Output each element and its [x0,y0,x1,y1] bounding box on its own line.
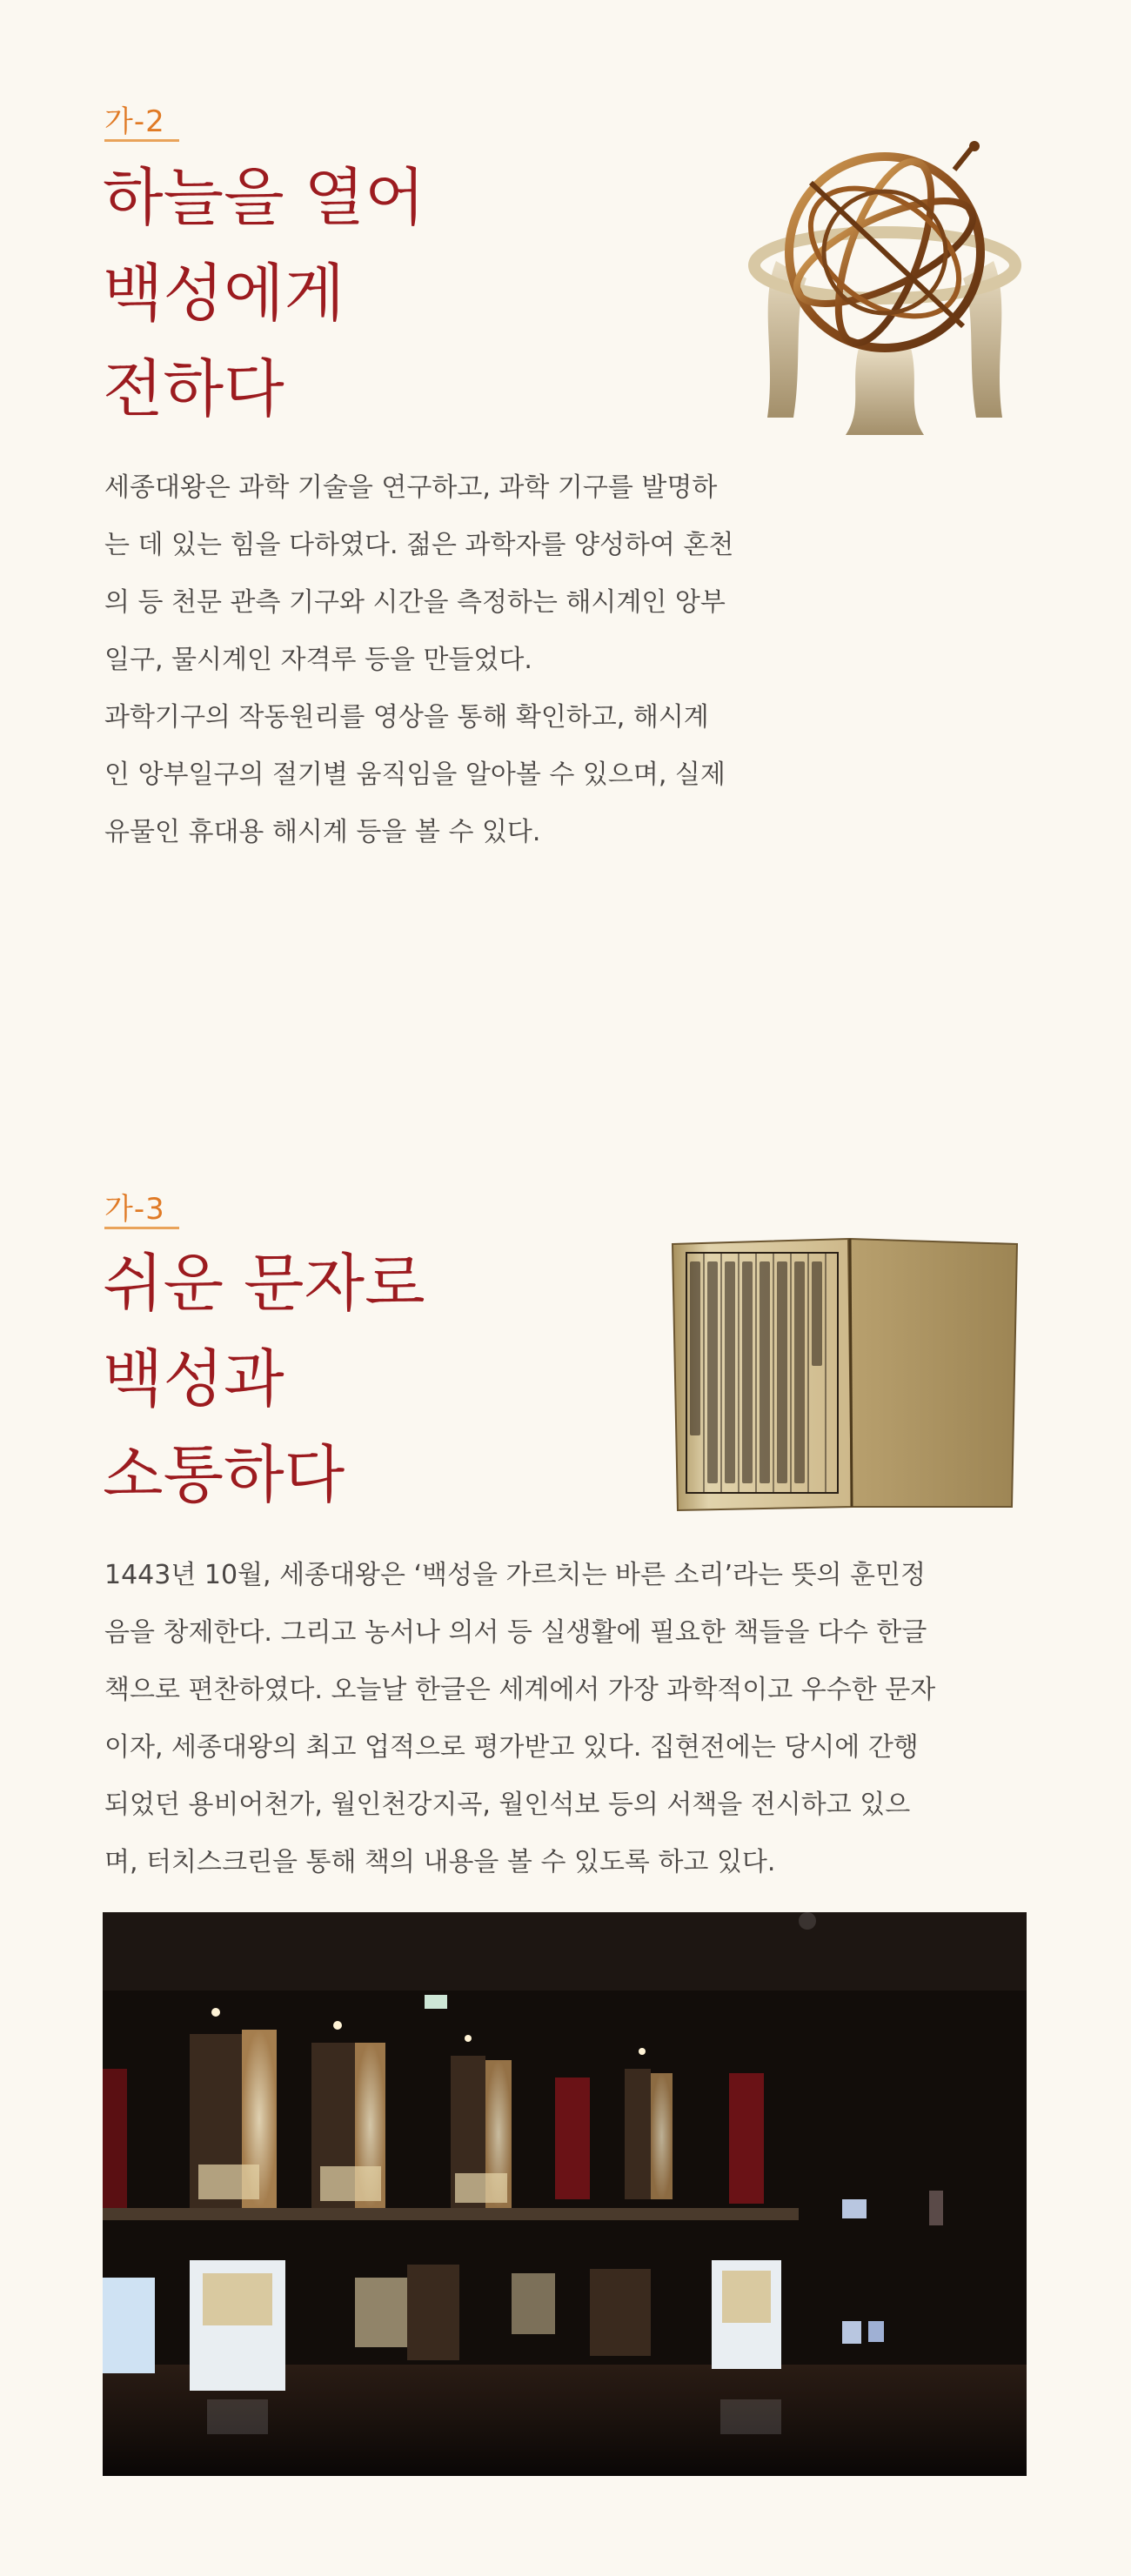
body-line: 되었던 용비어천가, 월인천강지곡, 월인석보 등의 서책을 전시하고 있으 [104,1790,911,1820]
section-title-a3 [103,1235,425,1522]
title-line: 전하다 [103,352,284,425]
exhibition-hall-photo [103,1912,1027,2476]
body-line: 음을 창제한다. 그리고 농서나 의서 등 실생활에 필요한 책들을 다수 한글 [104,1617,927,1648]
section-body-a2 [104,459,733,861]
body-line: 의 등 천문 관측 기구와 시간을 측정하는 해시계인 앙부 [104,587,726,618]
body-line: 이자, 세종대왕의 최고 업적으로 평가받고 있다. 집현전에는 당시에 간행 [104,1732,919,1763]
title-line: 하늘을 열어 [103,161,425,234]
section-body-a3 [104,1547,935,1891]
title-line: 백성에게 [103,257,345,330]
title-line: 쉬운 문자로 [103,1247,425,1320]
body-line: 과학기구의 작동원리를 영상을 통해 확인하고, 해시계 [104,702,709,733]
body-line: 는 데 있는 힘을 다하였다. 젊은 과학자를 양성하여 혼천 [104,530,734,560]
section-label-a3: 가-3 [104,1192,165,1227]
body-line: 인 앙부일구의 절기별 움직임을 알아볼 수 있으며, 실제 [104,759,726,790]
armillary-sphere-image [741,130,1028,444]
body-line: 며, 터치스크린을 통해 책의 내용을 볼 수 있도록 하고 있다. [104,1847,776,1877]
body-line: 1443년 10월, 세종대왕은 ‘백성을 가르치는 바른 소리’라는 뜻의 훈민정 [104,1560,926,1590]
exhibition-hall-illustration [103,1912,1027,2476]
body-line: 일구, 물시계인 자격루 등을 만들었다. [104,645,532,675]
body-line: 세종대왕은 과학 기술을 연구하고, 과학 기구를 발명하 [104,472,718,503]
title-line: 소통하다 [103,1438,345,1511]
section-label-underline [104,1227,179,1229]
section-title-a2 [103,150,425,437]
title-line: 백성과 [103,1342,284,1415]
body-line: 책으로 편찬하였다. 오늘날 한글은 세계에서 가장 과학적이고 우수한 문자 [104,1675,936,1705]
section-label-underline [104,139,179,142]
hunminjeongeum-book-image [666,1235,1024,1514]
body-line: 유물인 휴대용 해시계 등을 볼 수 있다. [104,817,541,847]
section-label-a2: 가-2 [104,104,165,139]
